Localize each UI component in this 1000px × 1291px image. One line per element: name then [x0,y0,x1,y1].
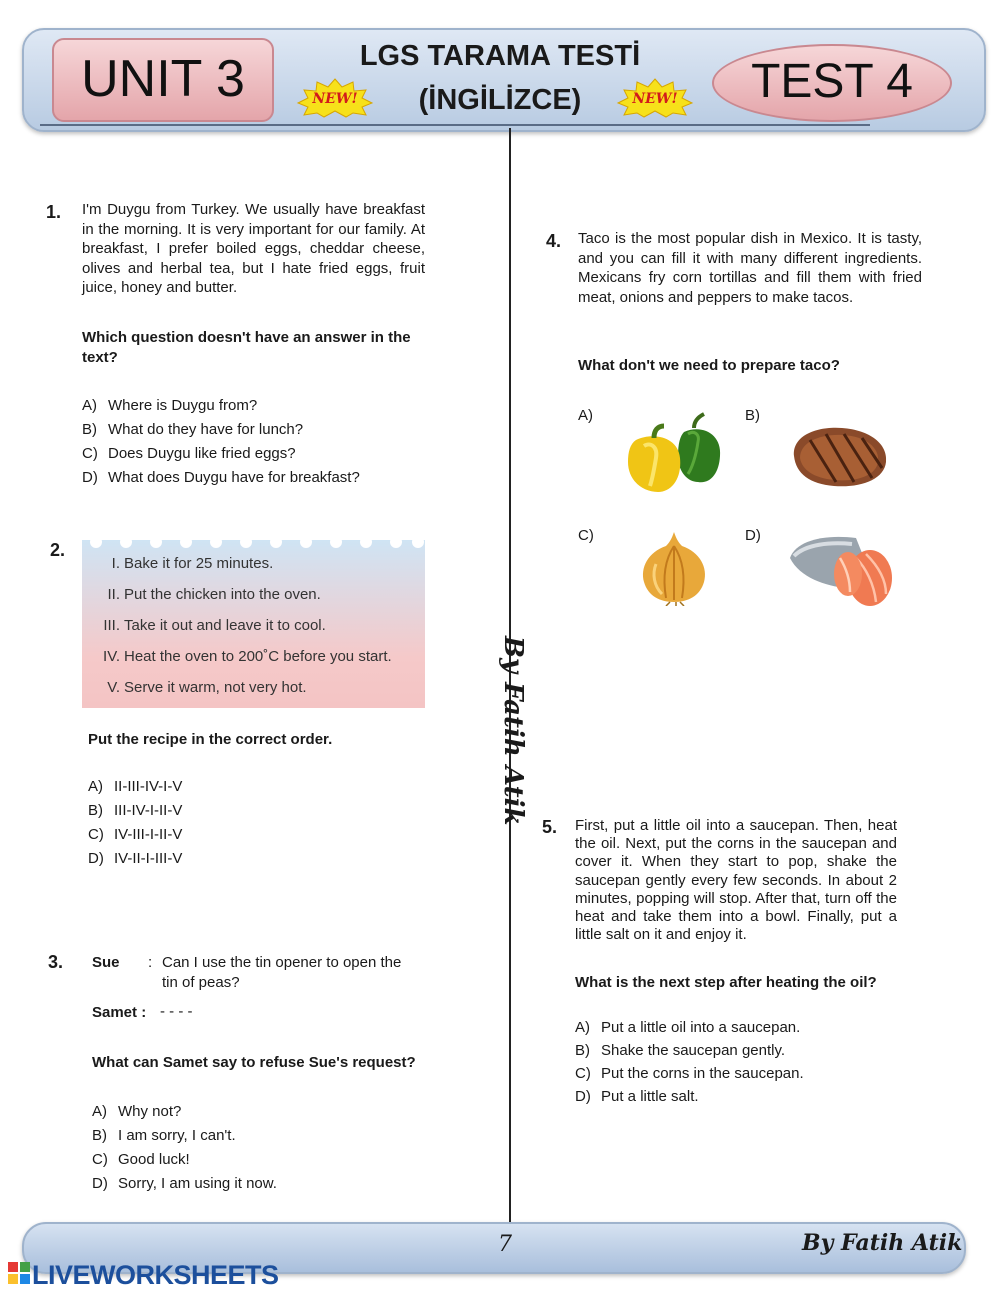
option-d[interactable]: D) Put a little salt. [575,1088,699,1105]
page-number: 7 [498,1232,512,1257]
question-4-passage: Taco is the most popular dish in Mexico. It is tasty, and you can fill it with many different ingredients. Mexicans fry corn tortillas and fill them with fried meat, onions and peppers to make tacos. [578,230,922,306]
recipe-step: V. Serve it warm, not very hot. [107,679,307,696]
samet-line: - - - - [160,1003,193,1020]
option-d[interactable]: D) Sorry, I am using it now. [92,1175,277,1192]
question-number: 4. [546,231,562,251]
vertical-signature: By Fatih Atik [498,636,528,826]
unit-label: UNIT 3 [52,38,274,122]
test-subtitle: (İNGİLİZCE) [418,84,582,116]
new-badge-icon [296,78,374,118]
option-b[interactable]: B) What do they have for lunch? [82,421,304,438]
question-1-prompt: Which question doesn't have an answer in the text? [82,329,411,366]
question-5-passage: First, put a little oil into a saucepan. Then, heat the oil. Next, put the corns in the saucepan and cover it. When they start to pop, shake the saucepan gently every few seconds. In about 2 minutes, popping will stop. After that, turn off the heat and take them into a bowl. Finally, put a little salt on it and enjoy it. [575,817,897,944]
badge-text-left: NEW! [312,91,358,107]
salmon-icon[interactable] [786,528,896,610]
option-c[interactable]: C) Put the corns in the saucepan. [575,1065,804,1082]
question-1-options [82,394,442,490]
option-b[interactable]: B) Shake the saucepan gently. [575,1042,786,1059]
sue-line: Can I use the tin opener to open the tin of peas? [162,954,402,991]
footer-signature: By Fatih Atik [802,1230,963,1256]
option-b[interactable]: B) III-IV-I-II-V [88,802,183,819]
onion-icon[interactable] [636,528,712,606]
option-d[interactable]: D) IV-II-I-III-V [88,850,183,867]
speaker-samet: Samet : [92,1004,147,1021]
question-3-prompt: What can Samet say to refuse Sue's request? [92,1054,416,1071]
recipe-step: IV. Heat the oven to 200˚C before you start. [103,648,392,665]
option-a[interactable]: A) Put a little oil into a saucepan. [575,1019,801,1036]
liveworksheets-logo-icon [8,1262,30,1284]
speaker-sue: Sue [92,954,120,971]
option-c-label[interactable]: C) [578,527,594,544]
recipe-step: II. Put the chicken into the oven. [107,586,321,603]
option-c[interactable]: C) IV-III-I-II-V [88,826,183,843]
badge-text-right: NEW! [632,91,678,107]
question-1-passage: I'm Duygu from Turkey. We usually have breakfast in the morning. It is very important for our family. At breakfast, I prefer boiled eggs, cheddar cheese, olives and herbal tea, but I hate fried eggs, fruit juice, honey and butter. [82,201,425,296]
option-c[interactable]: C) Good luck! [92,1151,190,1168]
new-badge-icon [616,78,694,118]
recipe-step: I. Bake it for 25 minutes. [111,555,274,572]
question-5-prompt: What is the next step after heating the oil? [575,974,877,991]
question-number: 1. [46,202,62,222]
question-number: 5. [542,817,558,837]
question-number: 3. [48,952,64,972]
test-title: LGS TARAMA TESTİ [359,40,641,72]
question-4-prompt: What don't we need to prepare taco? [578,357,840,374]
steak-icon[interactable] [786,422,890,490]
test-number: TEST 4 [712,44,952,122]
option-a-label[interactable]: A) [578,407,593,424]
option-a[interactable]: A) II-III-IV-I-V [88,778,183,795]
liveworksheets-brand[interactable]: LIVEWORKSHEETS [32,1260,279,1290]
question-5-options [575,1016,915,1108]
option-d-label[interactable]: D) [745,527,761,544]
question-2-prompt: Put the recipe in the correct order. [88,731,333,748]
recipe-steps [82,548,425,703]
option-b-label[interactable]: B) [745,407,760,424]
option-d[interactable]: D) What does Duygu have for breakfast? [82,469,360,486]
option-b[interactable]: B) I am sorry, I can't. [92,1127,236,1144]
peppers-icon[interactable] [622,412,726,496]
question-number: 2. [50,540,66,560]
header-underline [40,124,870,126]
question-3-options [92,1100,392,1196]
option-a[interactable]: A) Why not? [92,1103,182,1120]
question-2-options [88,775,388,871]
option-c[interactable]: C) Does Duygu like fried eggs? [82,445,296,462]
recipe-step: III. Take it out and leave it to cool. [103,617,326,634]
option-a[interactable]: A) Where is Duygu from? [82,397,258,414]
